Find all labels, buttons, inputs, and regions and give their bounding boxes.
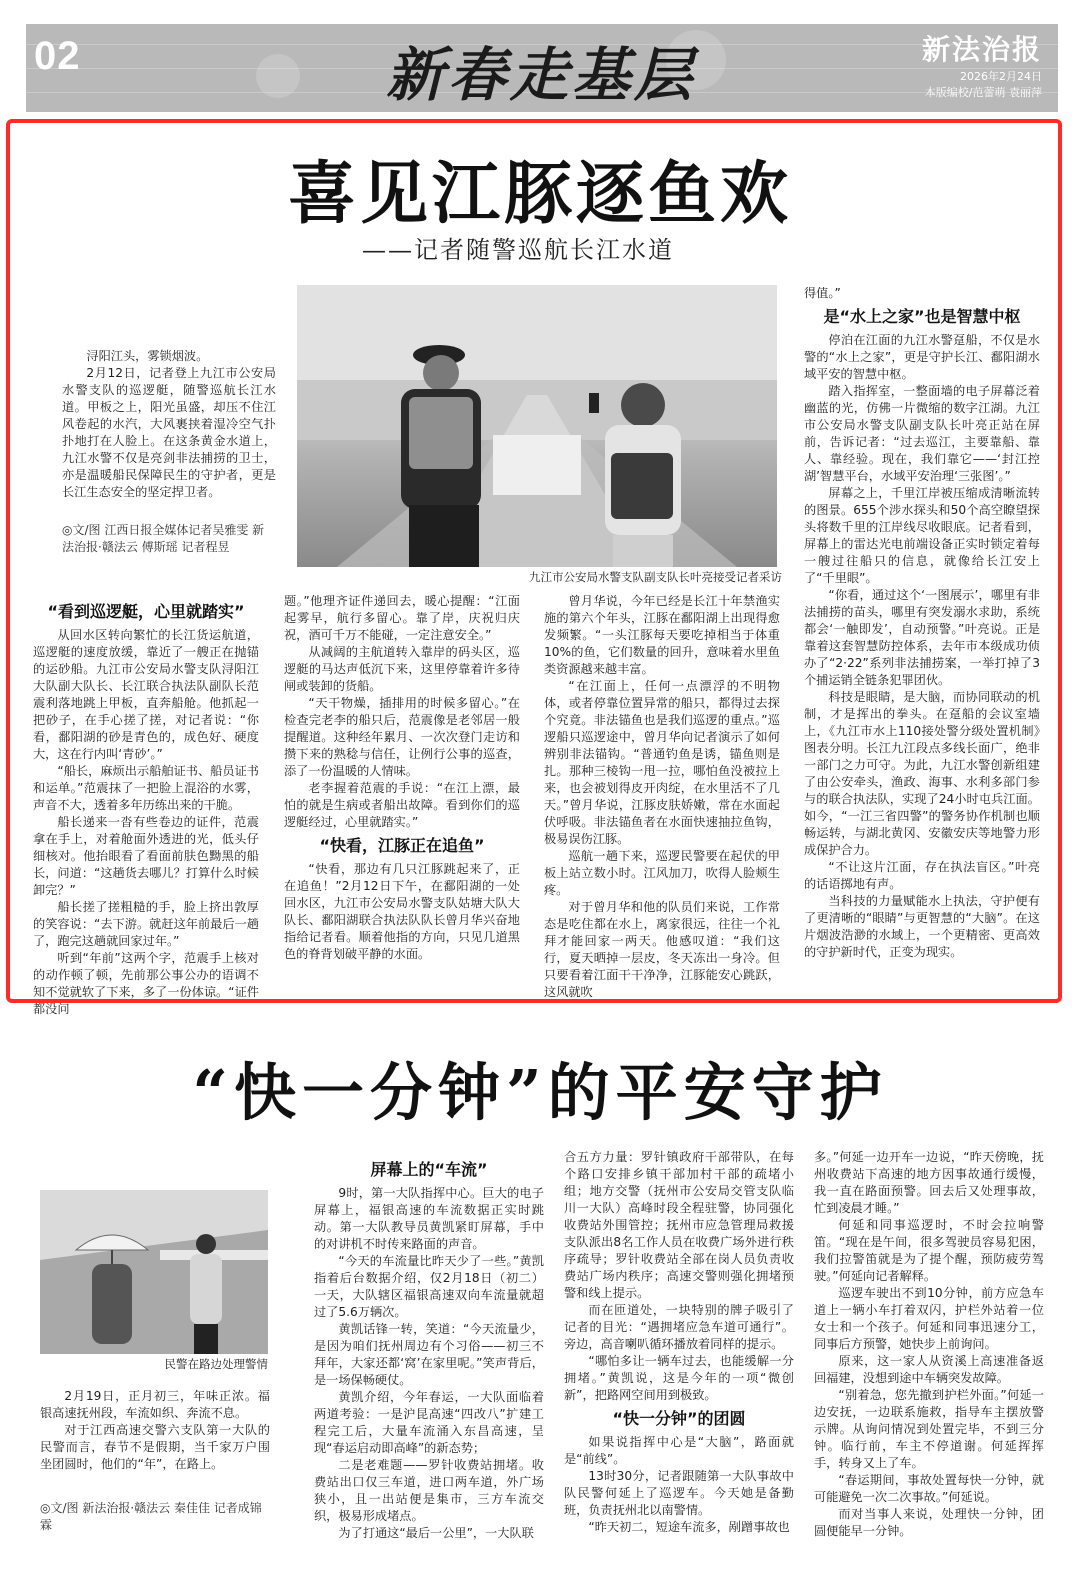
paragraph: 何延和同事巡逻时，不时会拉响警笛。“现在是午间，很多驾驶员容易犯困，我们拉警笛就是为了提个醒，预防疲劳驾驶。”何延向记者解释。 <box>814 1218 1044 1283</box>
paragraph: “你看，通过这个‘一图展示’，哪里有非法捕捞的苗头，哪里有突发溺水求助，系统都会‘一触即发’，自动预警。”叶亮说。正是靠着这套智慧防控体系，去年市本级成功侦办了“2·22”系列非法捕捞案，一举打掉了3个捕运销全链条犯罪团伙。 <box>804 588 1040 687</box>
paragraph: 合五方力量：罗针镇政府干部带队，在每个路口安排乡镇干部加村干部的疏堵小组；地方交警（抚州市公安局交管支队临川一大队）高峰时段全程驻警，协同强化收费站外围管控；抚州市应急管理局救援支队派出8名工作人员在收费广场外进行秩序疏导；罗针收费站全部在岗人员负责收费站广场内秩序；高速交警则强化拥堵预警和线上提示。 <box>564 1150 794 1300</box>
issue-date: 2026年2月24日 <box>960 70 1042 83</box>
section-subtitle: 是“水上之家”也是智慧中枢 <box>823 307 1021 326</box>
paragraph: 听到“年前”这两个字，范震手上核对的动作顿了顿，先前那公事公办的语调不知不觉就软了下来，多了一份体谅。“证件都没问 <box>33 951 259 1016</box>
paragraph: 踏入指挥室，一整面墙的电子屏幕泛着幽蓝的光，仿佛一片微缩的数字江湖。九江市公安局水警支队副支队长叶亮正站在屏前，告诉记者：“过去巡江，主要靠船、靠人、靠经验。现在，我们靠它——‘封江控湖’智慧平台，水域平安治理‘三张图’。” <box>804 384 1040 483</box>
paragraph: “船长，麻烦出示船舶证书、船员证书和运单。”范震抹了一把脸上混浴的水雾，声音不大，透着多年历练出来的干脆。 <box>33 764 259 812</box>
paragraph: 当科技的力量赋能水上执法，守护便有了更清晰的“眼睛”与更智慧的“大脑”。在这片烟波浩渺的水域上，一个更精密、更高效的守护新时代，正变为现实。 <box>804 894 1040 959</box>
paragraph: 而对当事人来说，处理快一分钟，团圆便能早一分钟。 <box>814 1507 1044 1538</box>
article2-photo-caption: 民警在路边处理警情 <box>164 1357 268 1371</box>
intro-paragraph: 浔阳江头，雾锁烟波。 <box>86 349 209 363</box>
page-header-band <box>26 24 1058 112</box>
article1-intro <box>62 348 276 501</box>
article1-photo-caption: 九江市公安局水警支队副支队长叶亮接受记者采访 <box>529 570 782 584</box>
paragraph: 得值。” <box>804 286 841 300</box>
paragraph: “哪怕多让一辆车过去，也能缓解一分拥堵。”黄凯说，这是今年的一项“微创新”，把路网空间用到极致。 <box>564 1354 794 1402</box>
section-subtitle: “快看，江豚正在追鱼” <box>319 836 485 855</box>
article2-column-2 <box>564 1149 794 1536</box>
paragraph: 巡逻车驶出不到10分钟，前方应急车道上一辆小车打着双闪，护栏外站着一位女士和一个孩子。何延和同事迅速分工，同事后方预警，她快步上前询问。 <box>814 1286 1044 1351</box>
paragraph: 老李握着范震的手说：“在江上漂，最怕的就是生病或者船出故障。看到你们的巡逻艇经过，心里就踏实。” <box>284 781 520 829</box>
paragraph: 船长递来一沓有些卷边的证件，范震拿在手上，对着舱面外透进的光，低头仔细核对。他抬眼看了看面前肤色黝黑的船长，问道：“这趟货去哪儿？打算什么时候卸完？” <box>33 815 259 897</box>
roadside-police-photo <box>40 1190 268 1354</box>
article2-column-1 <box>314 1155 544 1542</box>
section-title: 新春走基层 <box>386 41 697 109</box>
paragraph: 巡航一趟下来，巡逻民警要在起伏的甲板上站立数小时。江风加刀，吹得人脸颊生疼。 <box>544 849 780 897</box>
article1-subheadline: ——记者随警巡航长江水道 <box>362 236 674 264</box>
paragraph: 多。”何延一边开车一边说，“昨天傍晚，抚州收费站下高速的地方因事故通行缓慢，我一直在路面预警。回去后又处理事故，忙到凌晨才睡。” <box>814 1150 1044 1215</box>
paragraph: 曾月华说，今年已经是长江十年禁渔实施的第六个年头，江豚在鄱阳湖上出现得愈发频繁。“一头江豚每天要吃掉相当于体重10%的鱼，它们数量的回升，意味着水里鱼类资源越来越丰富。 <box>544 594 780 676</box>
section-subtitle: 屏幕上的“车流” <box>370 1160 488 1179</box>
article2-headline: “快一分钟”的平安守护 <box>192 1056 888 1129</box>
article1-column-1 <box>33 597 259 1018</box>
article2-intro <box>40 1388 270 1473</box>
article1-column-4 <box>804 285 1040 961</box>
paragraph: 9时，第一大队指挥中心。巨大的电子屏幕上，福银高速的车流数据正实时跳动。第一大队教导员黄凯紧盯屏幕，手中的对讲机不时传来路面的声音。 <box>314 1186 544 1251</box>
paragraph: 科技是眼睛，是大脑，而协同联动的机制，才是挥出的拳头。在趸船的会议室墙上，《九江市水上110接处警分级处置机制》图表分明。长江九江段点多线长面广，绝非一部门之力可守。为此，九江水警创新组建了由公安牵头，渔政、海事、水利多部门参与的联合执法队，实现了24小时屯兵江面。如今，“一江三省四警”的警务协作机制也顺畅运转，与湖北黄冈、安徽安庆等地警力形成保护合力。 <box>804 690 1040 857</box>
newspaper-name: 新法治报 <box>921 33 1042 66</box>
article1-credit: ◎文/图 江西日报全媒体记者吴雅雯 新法治报·赣法云 傅斯瑶 记者程昱 <box>62 523 265 554</box>
patrol-boat-photo <box>297 285 777 567</box>
article1-photo <box>297 285 777 567</box>
paragraph: 二是老难题——罗针收费站拥堵。收费站出口仅三车道，进口两车道，外广场狭小，且一出站便是集市，三方车流交织，极易形成堵点。 <box>314 1458 544 1523</box>
paragraph: “春运期间，事故处置每快一分钟，就可能避免一次二次事故。”何延说。 <box>814 1473 1044 1504</box>
paragraph: 13时30分，记者跟随第一大队事故中队民警何延上了巡逻车。今天她是备勤班，负责抚州北以南警情。 <box>564 1469 794 1517</box>
paragraph: 黄凯介绍，今年春运，一大队面临着两道考验：一是沪昆高速“四改八”扩建工程完工后，大量车流涌入东昌高速，呈现“春运启动即高峰”的新态势； <box>314 1390 544 1455</box>
page-number: 02 <box>34 34 81 78</box>
paragraph: “今天的车流量比昨天少了一些。”黄凯指着后台数据介绍，仅2月18日（初二）一天，大队辖区福银高速双向车流量就超过了5.6万辆次。 <box>314 1254 544 1319</box>
paragraph: “天干物燥，插排用的时候多留心。”在检查完老李的船只后，范震像是老邻居一般提醒道。这种经年累月、一次次登门走访和攒下来的熟稔与信任，让例行公事的巡查，添了一份温暖的人情味。 <box>284 696 520 778</box>
article2-column-3 <box>814 1149 1044 1540</box>
article1-column-3 <box>544 593 780 1001</box>
paragraph: “别着急，您先撤到护栏外面。”何延一边安抚，一边联系施救，指导车主摆放警示牌。从询问情况到处置完毕，不到三分钟。临行前，车主不停道谢。何延挥挥手，转身又上了车。 <box>814 1388 1044 1470</box>
paragraph: 对于曾月华和他的队员们来说，工作常态是吃住都在水上，离家很远，往往一个礼拜才能回家一两天。他感叹道：“我们这行，夏天晒掉一层皮，冬天冻出一身冷。但只要看着江面干干净净，江豚能安心跳跃，这风就吹 <box>544 900 780 999</box>
paragraph: 停泊在江面的九江水警趸船，不仅是水警的“水上之家”，更是守护长江、鄱阳湖水域平安的智慧中枢。 <box>804 333 1040 381</box>
paragraph: 为了打通这“最后一公里”，一大队联 <box>338 1526 534 1540</box>
editors-credit: 本版编校/范蕾萌 袁丽萍 <box>924 86 1042 99</box>
section-subtitle: “看到巡逻艇，心里就踏实” <box>47 602 245 621</box>
paragraph: 如果说指挥中心是“大脑”，路面就是“前线”。 <box>564 1435 794 1466</box>
paragraph: “不让这片江面，存在执法盲区。”叶亮的话语掷地有声。 <box>804 860 1040 891</box>
paragraph: 从减阔的主航道转入靠岸的码头区，巡逻艇的马达声低沉下来，这里停靠着许多待闸或装卸的货船。 <box>284 645 520 693</box>
article2-photo <box>40 1190 268 1354</box>
paragraph: 而在匝道处，一块特别的牌子吸引了记者的目光：“遇拥堵应急车道可通行”。旁边，高音喇叭循环播放着同样的提示。 <box>564 1303 794 1351</box>
article1-column-2 <box>284 593 520 963</box>
paragraph: 船长搓了搓粗糙的手，脸上挤出敦厚的笑容说：“去下游。就赶这年前最后一趟了，跑完这趟就回家过年。” <box>33 900 259 948</box>
decor-lantern-icon <box>256 54 300 98</box>
paragraph: 从回水区转向繁忙的长江货运航道，巡逻艇的速度放缓，靠近了一艘正在抛锚的运砂船。九江市公安局水警支队浔阳江大队副大队长、长江联合执法队副队长范震利落地跳上甲板，直奔船舱。他抓起一把砂子，在手心搓了搓，对记者说：“你看，鄱阳湖的砂是青色的，成色好、硬度大，这在行内叫‘青砂’。” <box>33 628 259 761</box>
intro-paragraph: 2月12日，记者登上九江市公安局水警支队的巡逻艇，随警巡航长江水道。甲板之上，阳光虽盛，却压不住江风卷起的水汽，大风裹挟着湿冷空气扑扑地打在人脸上。在这条黄金水道上，九江水警不仅是亮剑非法捕捞的卫士，亦是温暖船民保障民生的守护者，更是长江生态安全的坚定捍卫者。 <box>62 366 276 499</box>
paragraph: 屏幕之上，千里江岸被压缩成清晰流转的图景。655个涉水探头和50个高空瞭望探头将数千里的江岸线尽收眼底。记者看到，屏幕上的雷达光电前端设备正实时锁定着每一艘过往船只的信息，就像给长江安上了“千里眼”。 <box>804 486 1040 585</box>
section-subtitle: “快一分钟”的团圆 <box>612 1409 746 1428</box>
paragraph: 题。”他理齐证件递回去，暖心提醒：“江面起雾早，航行多留心。靠了岸，庆祝归庆祝，酒可千万不能碰，一定注意安全。” <box>284 594 520 642</box>
paragraph: 黄凯话锋一转，笑道：“今天流量少，是因为咱们抚州周边有个习俗——初三不拜年，大家还都‘窝’在家里呢。”笑声背后，是一场保畅硬仗。 <box>314 1322 544 1387</box>
article2-credit: ◎文/图 新法治报·赣法云 秦佳佳 记者成锦霖 <box>40 1501 262 1532</box>
paragraph: “昨天初二，短途车流多，剐蹭事故也 <box>588 1520 790 1534</box>
intro-paragraph: 2月19日，正月初三，年味正浓。福银高速抚州段，车流如织、奔流不息。 <box>40 1389 270 1420</box>
paragraph: “快看，那边有几只江豚跳起来了，正在追鱼！”2月12日下午，在鄱阳湖的一处回水区，九江市公安局水警支队姑塘大队大队长、鄱阳湖联合执法队队长曾月华兴奋地指给记者看。顺着他指的方向，只见几道黑色的脊背划破平静的水面。 <box>284 862 520 961</box>
article1-headline: 喜见江豚逐鱼欢 <box>287 155 792 234</box>
intro-paragraph: 对于江西高速交警六支队第一大队的民警而言，春节不是假期，当千家万户围坐团圆时，他们的“年”，在路上。 <box>40 1423 270 1471</box>
paragraph: “在江面上，任何一点漂浮的不明物体，或者停靠位置异常的船只，都得过去探个究竟。非法锚鱼也是我们巡逻的重点。”巡逻船只巡逻途中，曾月华向记者演示了如何辨别非法锚钩。“普通钓鱼是诱，锚鱼则是扎。那种三棱钩一甩一拉，哪怕鱼没被拉上来，也会被划得皮开肉绽，在水里活不了几天。”曾月华说，江豚皮肤娇嫩，常在水面起伏呼吸。非法锚鱼者在水面快速抽拉鱼钩，极易误伤江豚。 <box>544 679 780 846</box>
paragraph: 原来，这一家人从资溪上高速准备返回福建，没想到途中车辆突发故障。 <box>814 1354 1044 1385</box>
